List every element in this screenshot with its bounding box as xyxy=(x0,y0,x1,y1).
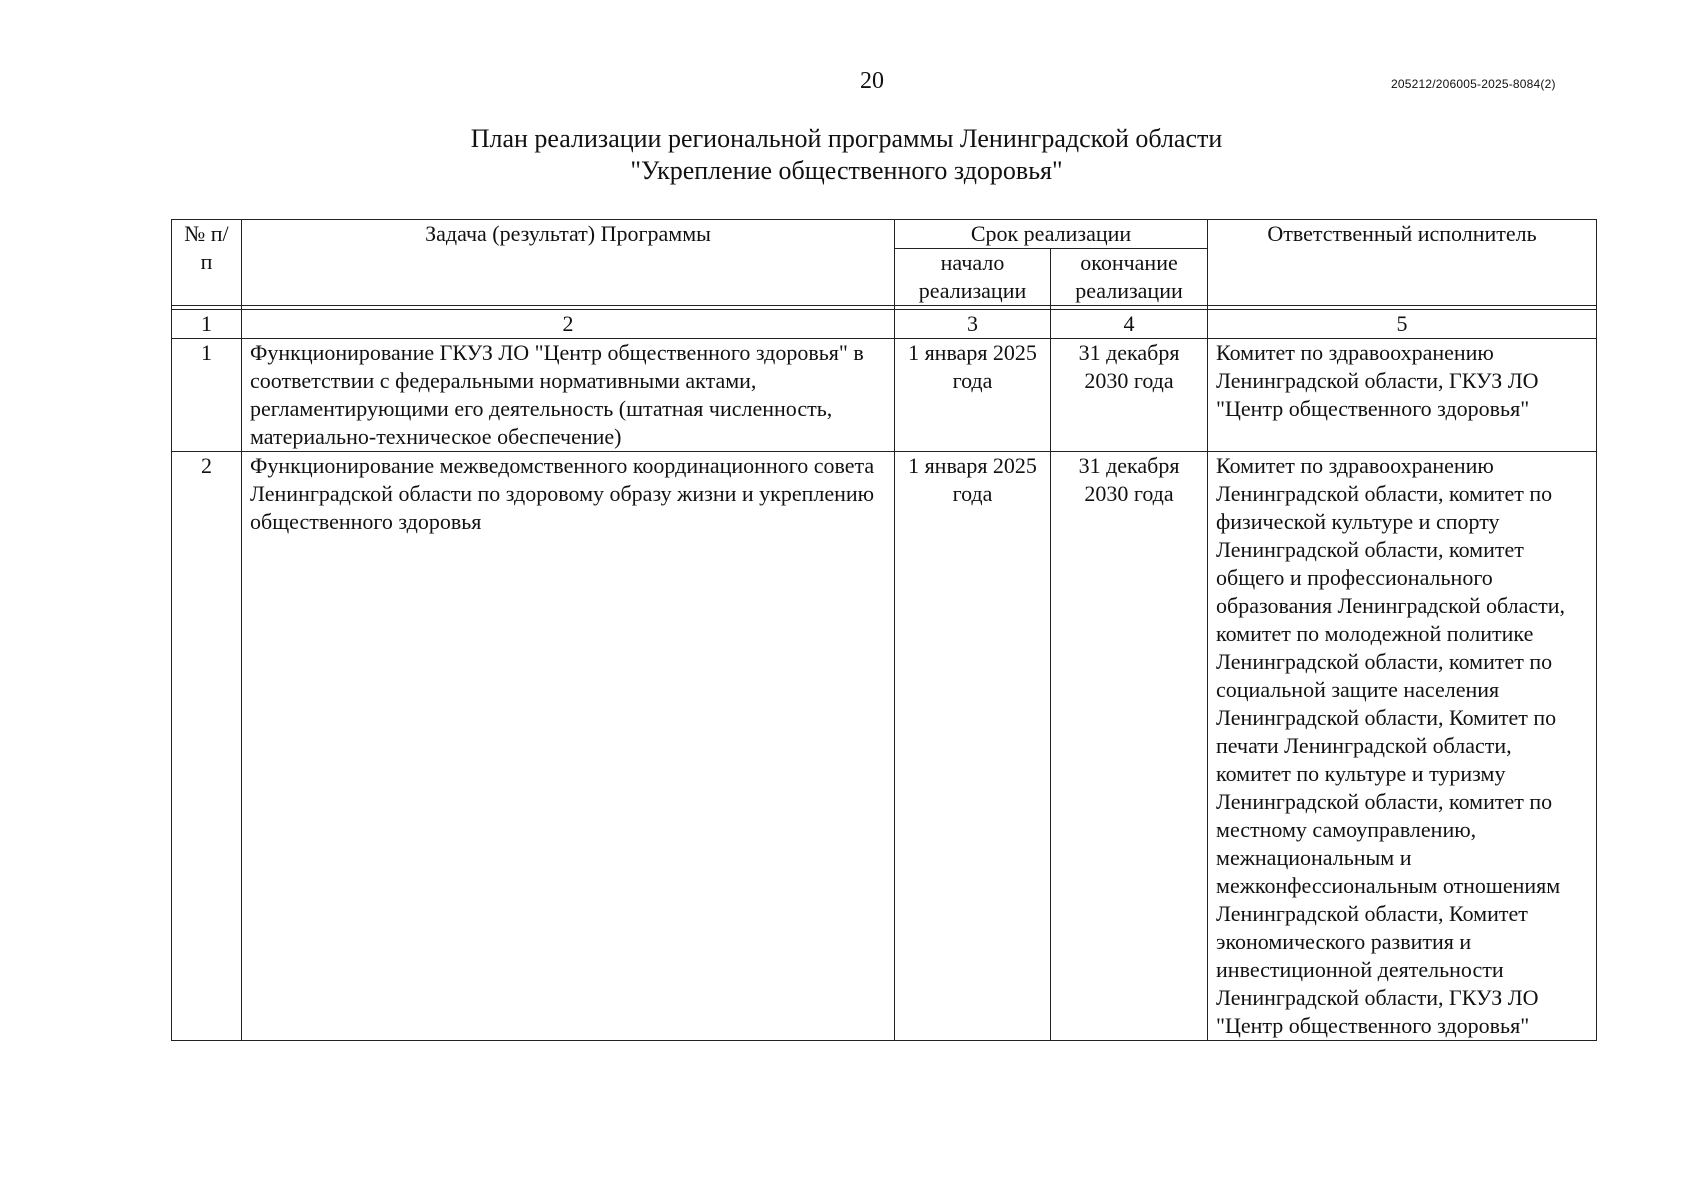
row-task: Функционирование межведомственного координационного совета Ленинградской области по здоровому образу жизни и укреплению общественного здоровья xyxy=(242,452,895,1041)
header-period: Срок реализации xyxy=(895,220,1208,249)
column-number: 5 xyxy=(1208,310,1597,339)
row-start: 1 января 2025 года xyxy=(895,339,1051,452)
column-numbers-row xyxy=(172,310,1597,339)
row-num: 1 xyxy=(172,339,242,452)
row-start: 1 января 2025 года xyxy=(895,452,1051,1041)
page-title xyxy=(0,123,1693,187)
title-line-2: "Укрепление общественного здоровья" xyxy=(630,156,1063,185)
row-executor: Комитет по здравоохранению Ленинградской области, комитет по физической культуре и спорту Ленинградской области, комитет общего и профессионального образования Ленинградской области, комитет по молодежной политике Ленинградской области, комитет по социальной защите населения Ленинградской области, Комитет по печати Ленинградской области, комитет по культуре и туризму Ленинградской области, комитет по местному самоуправлению, межнациональным и межконфессиональным отношениям Ленинградской области, Комитет экономического развития и инвестиционной деятельности Ленинградской области, ГКУЗ ЛО "Центр общественного здоровья" xyxy=(1208,452,1597,1041)
header-task: Задача (результат) Программы xyxy=(242,220,895,306)
column-number: 3 xyxy=(895,310,1051,339)
title-line-1: План реализации региональной программы Ленинградской области xyxy=(470,124,1223,153)
header-executor: Ответственный исполнитель xyxy=(1208,220,1597,306)
header-end: окончание реализации xyxy=(1051,249,1208,306)
row-end: 31 декабря 2030 года xyxy=(1051,339,1208,452)
table-row xyxy=(172,452,1597,1041)
column-number: 2 xyxy=(242,310,895,339)
header-num: № п/п xyxy=(172,220,242,306)
page-number: 20 xyxy=(860,68,884,94)
row-num: 2 xyxy=(172,452,242,1041)
column-number: 1 xyxy=(172,310,242,339)
row-executor: Комитет по здравоохранению Ленинградской области, ГКУЗ ЛО "Центр общественного здоровья" xyxy=(1208,339,1597,452)
plan-table xyxy=(171,219,1597,1041)
row-end: 31 декабря 2030 года xyxy=(1051,452,1208,1041)
row-task: Функционирование ГКУЗ ЛО "Центр общественного здоровья" в соответствии с федеральными нормативными актами, регламентирующими его деятельность (штатная численность, материально-техническое обеспечение) xyxy=(242,339,895,452)
table-row xyxy=(172,339,1597,452)
header-start: начало реализации xyxy=(895,249,1051,306)
column-number: 4 xyxy=(1051,310,1208,339)
document-id: 205212/206005-2025-8084(2) xyxy=(1391,77,1556,91)
